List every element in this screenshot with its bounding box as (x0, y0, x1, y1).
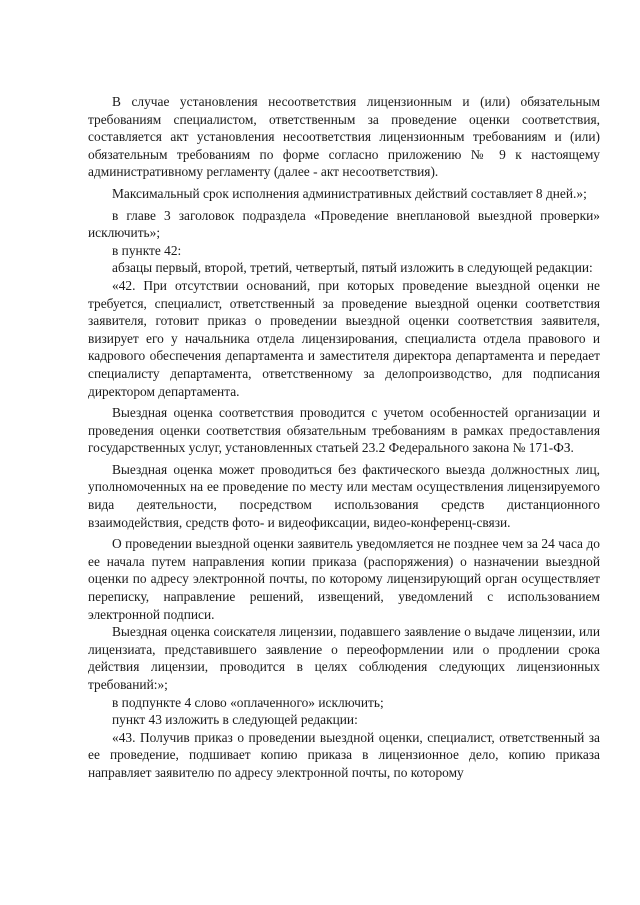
paragraph-chapter-3: в главе 3 заголовок подраздела «Проведение внеплановой выездной проверки» исключить»; (88, 207, 600, 241)
paragraph-max-term: Максимальный срок исполнения административных действий составляет 8 дней.»; (112, 185, 587, 201)
paragraph-point-42: «42. При отсутствии оснований, при которых проведение выездной оценки не требуется, специалист, ответственный за проведение выездной оценки соответствия заявителя, готовит приказ о проведении выездной оценки соответствия заявителя, визирует его у начальника отдела лицензирования, специалиста отдела правового и кадрового обеспечения департамента и заместителя директора департамента и передает специалисту департамента, ответственному за делопроизводство, для подписания директором департамента. (88, 277, 600, 399)
paragraph-abzacy: абзацы первый, второй, третий, четвертый, пятый изложить в следующей редакции: (112, 260, 593, 276)
paragraph-point-43: «43. Получив приказ о проведении выездной оценки, специалист, ответственный за ее проведение, подшивает копию приказа в лицензионное дело, копию приказа направляет заявителю по адресу электронной почты, по которому (88, 729, 600, 780)
paragraph-notification: О проведении выездной оценки заявитель уведомляется не позднее чем за 24 часа до ее начала путем направления копии приказа (распоряжения) о назначении выездной оценки по адресу электронной почты, по которому лицензирующий орган осуществляет переписку, направление решений, извещений, уведомлений с использованием электронной подписи. (88, 536, 600, 622)
paragraph-field-assessment: Выездная оценка соответствия проводится с учетом особенностей организации и проведения оценки соответствия обязательным требованиям в рамках предоставления государственных услуг, установленных статьей 23.2 Федерального закона № 171-ФЗ. (88, 405, 600, 456)
paragraph-nonconformity-act: В случае установления несоответствия лицензионным и (или) обязательным требованиям специалистом, ответственным за проведение оценки соответствия, составляется акт установления несоответствия лицензионным требованиям и (или) обязательным требованиям по форме согласно приложению № 9 к настоящему административному регламенту (далее - акт несоответствия). (88, 94, 600, 180)
paragraph-subpoint-4: в подпункте 4 слово «оплаченного» исключить; (112, 694, 384, 710)
paragraph-point-43-intro: пункт 43 изложить в следующей редакции: (112, 712, 358, 728)
paragraph-remote-assessment: Выездная оценка может проводиться без фактического выезда должностных лиц, уполномоченных на ее проведение по месту или местам осуществления лицензируемого вида деятельности, посредством использования средств дистанционного взаимодействия, средств фото- и видеофиксации, видео-конференц-связи. (88, 461, 600, 530)
paragraph-point-42-intro: в пункте 42: (112, 242, 182, 258)
paragraph-license-applicant: Выездная оценка соискателя лицензии, подавшего заявление о выдаче лицензии, или лицензиата, представившего заявление о переоформлении или о продлении срока действия лицензии, проводится в целях соблюдения следующих лицензионных требований:»; (88, 624, 600, 692)
document-body (88, 93, 600, 782)
